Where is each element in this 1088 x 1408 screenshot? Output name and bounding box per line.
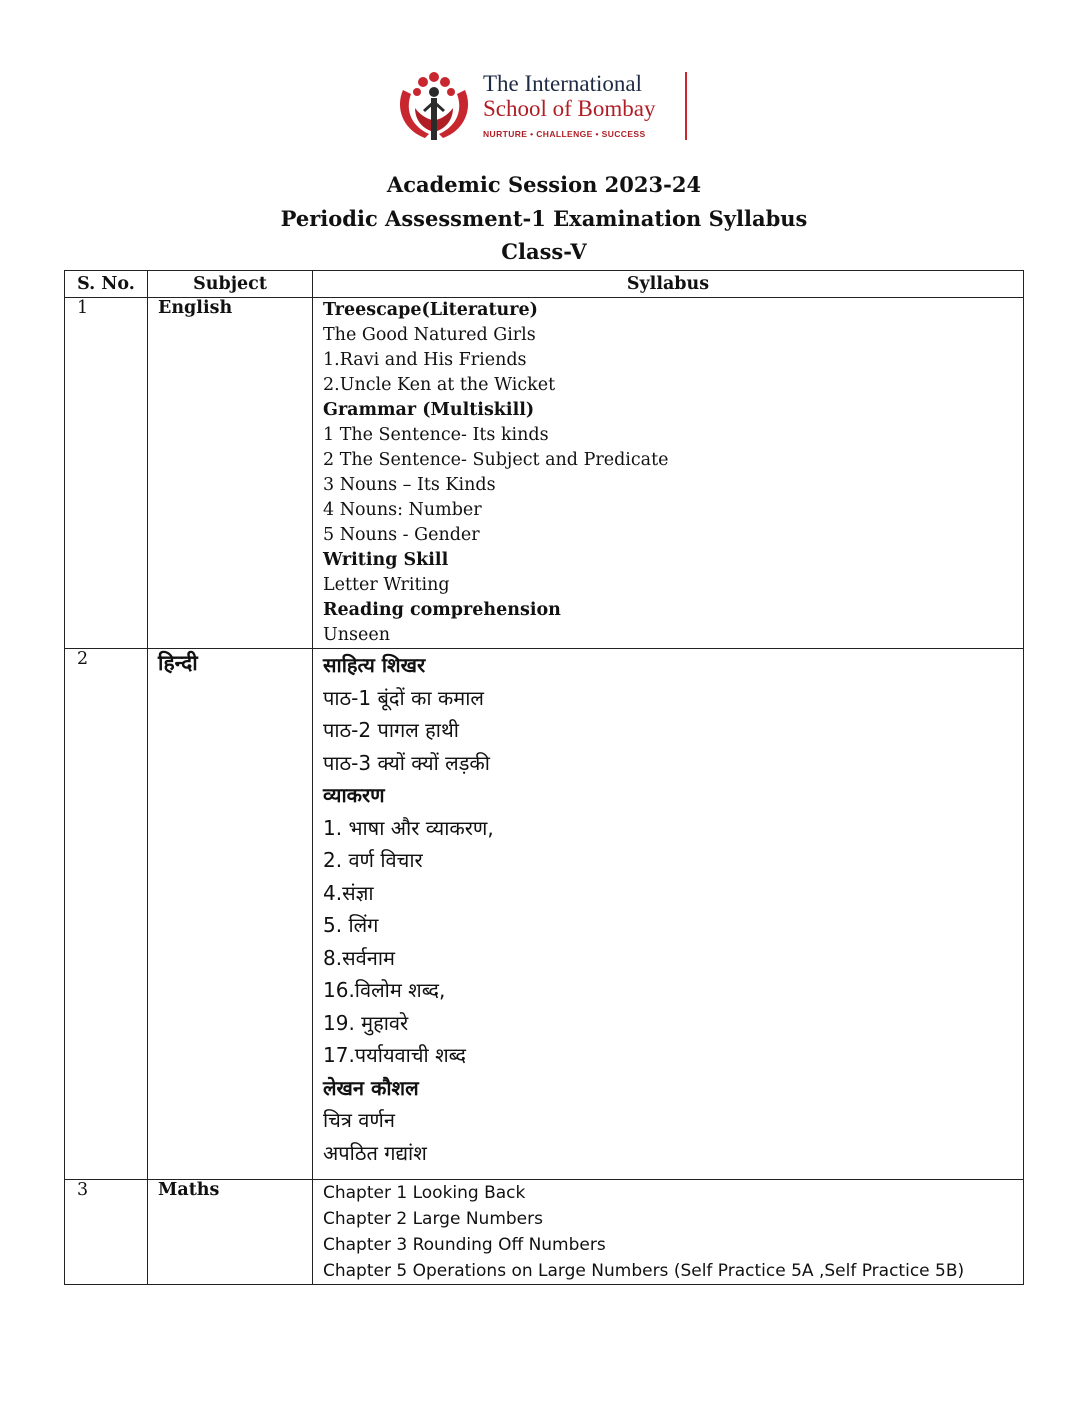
subject-cell: English	[148, 298, 313, 649]
sno-cell: 3	[65, 1180, 148, 1285]
syllabus-item: पाठ-2 पागल हाथी	[323, 718, 459, 742]
section-heading: Reading comprehension	[323, 600, 561, 620]
syllabus-item: Unseen	[323, 625, 390, 645]
table-row-english	[65, 298, 1024, 649]
syllabus-table	[64, 270, 1024, 1285]
syllabus-cell	[313, 298, 1024, 649]
subject-cell: हिन्दी	[148, 649, 313, 1180]
section-heading: Writing Skill	[323, 550, 449, 570]
section-heading: साहित्य शिखर	[323, 653, 426, 677]
syllabus-cell	[313, 649, 1024, 1180]
syllabus-item: 5. लिंग	[323, 913, 379, 937]
class-heading: Class-V	[501, 239, 587, 264]
school-emblem-icon	[393, 68, 475, 144]
header-syllabus: Syllabus	[313, 271, 1024, 298]
sno-cell: 2	[65, 649, 148, 1180]
syllabus-item: 3 Nouns – Its Kinds	[323, 475, 496, 495]
syllabus-item: पाठ-1 बूंदों का कमाल	[323, 685, 484, 710]
exam-heading: Periodic Assessment-1 Examination Syllabus	[280, 206, 808, 231]
subject-cell: Maths	[148, 1180, 313, 1285]
session-heading: Academic Session 2023-24	[386, 172, 702, 197]
logo-divider	[685, 72, 687, 140]
syllabus-item: 5 Nouns - Gender	[323, 525, 480, 545]
syllabus-cell	[313, 1180, 1024, 1285]
syllabus-item: Chapter 1 Looking Back	[323, 1183, 526, 1203]
syllabus-item: 16.विलोम शब्द,	[323, 978, 446, 1002]
school-name-line2: School of Bombay	[483, 96, 656, 121]
syllabus-item: अपठित गद्यांश	[323, 1140, 427, 1165]
section-heading: Grammar (Multiskill)	[323, 400, 535, 420]
syllabus-item: पाठ-3 क्यों क्यों लड़की	[323, 750, 490, 775]
syllabus-item: 17.पर्यायवाची शब्द	[323, 1043, 466, 1067]
syllabus-item: 19. मुहावरे	[323, 1010, 409, 1035]
syllabus-item: चित्र वर्णन	[323, 1108, 395, 1132]
header-sno: S. No.	[65, 271, 148, 298]
syllabus-item: 1. भाषा और व्याकरण,	[323, 815, 494, 840]
school-logo	[393, 68, 693, 144]
syllabus-item: 4 Nouns: Number	[323, 500, 482, 520]
syllabus-item: Letter Writing	[323, 575, 450, 595]
syllabus-item: 2.Uncle Ken at the Wicket	[323, 375, 556, 395]
sno-cell: 1	[65, 298, 148, 649]
syllabus-item: 2 The Sentence- Subject and Predicate	[323, 450, 669, 470]
table-row-maths	[65, 1180, 1024, 1285]
syllabus-item: 8.सर्वनाम	[323, 945, 395, 970]
table-header-row	[65, 271, 1024, 298]
school-motto: NURTURE • CHALLENGE • SUCCESS	[483, 129, 646, 139]
section-heading: Treescape(Literature)	[323, 300, 538, 320]
syllabus-item: 2. वर्ण विचार	[323, 848, 423, 872]
header-subject: Subject	[148, 271, 313, 298]
section-heading: लेखन कौशल	[323, 1075, 419, 1100]
syllabus-item: Chapter 2 Large Numbers	[323, 1209, 543, 1229]
syllabus-item: 4.संज्ञा	[323, 880, 374, 905]
syllabus-item: The Good Natured Girls	[323, 325, 536, 345]
table-row-hindi	[65, 649, 1024, 1180]
syllabus-item: 1.Ravi and His Friends	[323, 350, 527, 370]
school-name-line1: The International	[483, 71, 643, 96]
syllabus-item: Chapter 5 Operations on Large Numbers (Self Practice 5A ,Self Practice 5B)	[323, 1261, 965, 1281]
syllabus-item: 1 The Sentence- Its kinds	[323, 425, 549, 445]
syllabus-item: Chapter 3 Rounding Off Numbers	[323, 1235, 606, 1255]
section-heading: व्याकरण	[323, 783, 385, 807]
